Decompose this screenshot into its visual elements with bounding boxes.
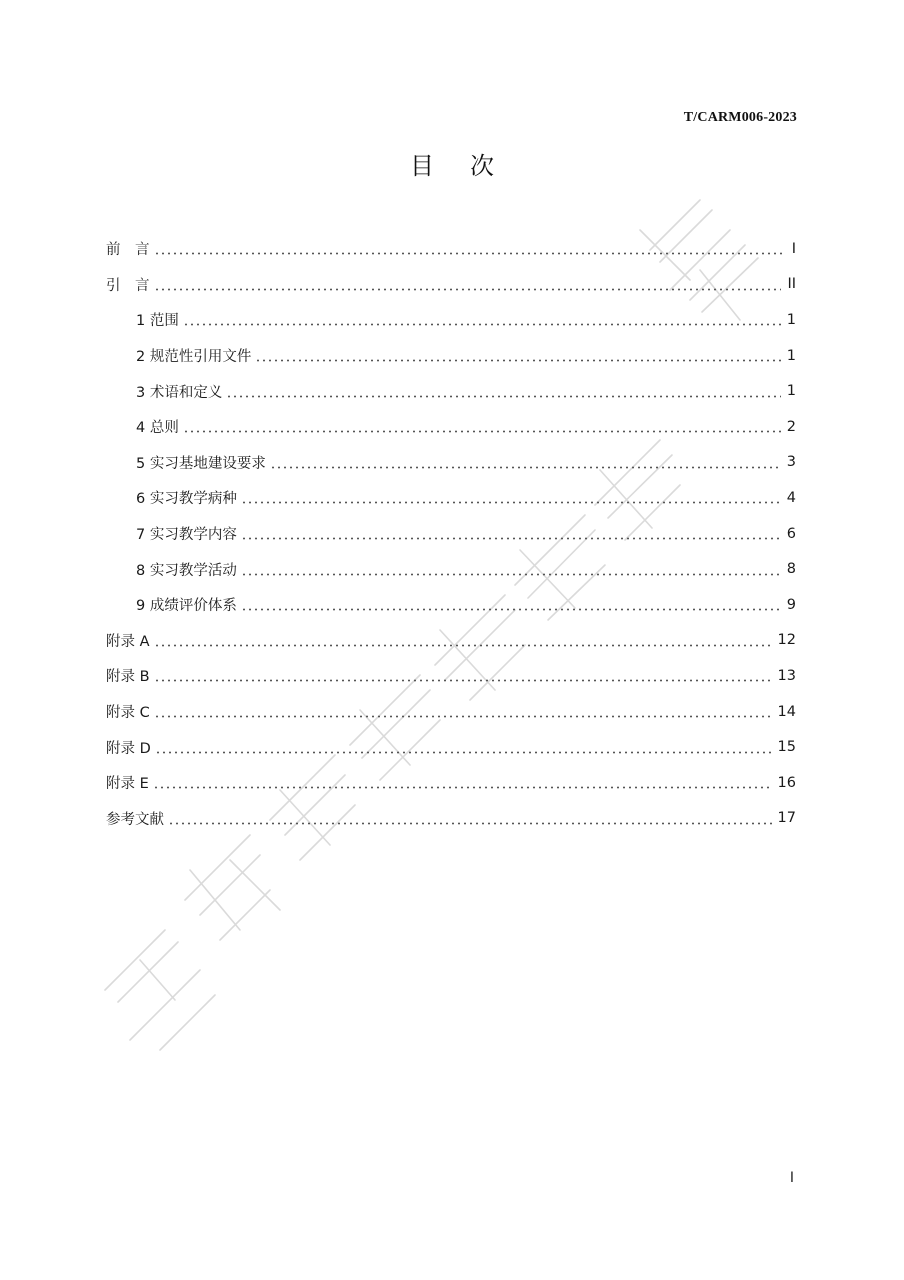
toc-page-number: 3 xyxy=(786,454,796,471)
toc-page-number: 1 xyxy=(786,383,796,400)
toc-entry-scope[interactable] xyxy=(106,302,796,338)
toc-page-number: 6 xyxy=(786,525,796,542)
toc-label: 8 实习教学活动 xyxy=(136,562,237,579)
toc-label: 5 实习基地建设要求 xyxy=(136,455,266,472)
toc-label: 引 言 xyxy=(106,277,150,294)
toc-page-number: 14 xyxy=(777,703,796,720)
toc-label: 附录 D xyxy=(106,740,151,757)
toc-entry-normative-references[interactable] xyxy=(106,338,796,374)
dot-leader xyxy=(270,466,781,469)
toc-entry-appendix-d[interactable] xyxy=(106,729,796,765)
toc-entry-foreword[interactable] xyxy=(106,231,796,267)
toc-page-number: 16 xyxy=(777,774,796,791)
toc-label: 参考文献 xyxy=(106,811,164,828)
toc-entry-evaluation-system[interactable] xyxy=(106,587,796,623)
toc-page-number: 1 xyxy=(786,347,796,364)
toc-entry-terms-definitions[interactable] xyxy=(106,373,796,409)
toc-page-number: 9 xyxy=(786,596,796,613)
dot-leader xyxy=(155,751,772,754)
toc-entry-general[interactable] xyxy=(106,409,796,445)
dot-leader xyxy=(168,822,772,825)
toc-entry-appendix-c[interactable] xyxy=(106,694,796,730)
toc-label: 附录 C xyxy=(106,705,150,722)
dot-leader xyxy=(241,501,781,504)
toc-page-number: 1 xyxy=(786,311,796,328)
toc-entry-appendix-e[interactable] xyxy=(106,765,796,801)
toc-page-number: 17 xyxy=(777,810,796,827)
toc-label: 6 实习教学病种 xyxy=(136,491,237,508)
toc-label: 9 成绩评价体系 xyxy=(136,598,237,615)
dot-leader xyxy=(154,288,782,291)
toc-page-number: I xyxy=(791,240,796,257)
toc-entry-introduction[interactable] xyxy=(106,267,796,303)
toc-entry-appendix-b[interactable] xyxy=(106,658,796,694)
toc-label: 附录 B xyxy=(106,669,150,686)
dot-leader xyxy=(153,786,772,789)
toc-entry-appendix-a[interactable] xyxy=(106,623,796,659)
toc-page-number: II xyxy=(787,276,796,293)
toc-entry-bibliography[interactable] xyxy=(106,801,796,837)
dot-leader xyxy=(154,644,772,647)
toc-label: 1 范围 xyxy=(136,313,179,330)
dot-leader xyxy=(241,573,781,576)
title-char-1: 目 xyxy=(410,152,434,180)
dot-leader xyxy=(255,359,780,362)
dot-leader xyxy=(154,715,772,718)
dot-leader xyxy=(241,537,781,540)
page-title xyxy=(0,146,904,181)
toc-label: 7 实习教学内容 xyxy=(136,527,237,544)
toc-label: 附录 A xyxy=(106,633,150,650)
table-of-contents xyxy=(106,231,796,836)
toc-entry-base-construction[interactable] xyxy=(106,445,796,481)
toc-page-number: 13 xyxy=(777,667,796,684)
toc-page-number: 15 xyxy=(777,739,796,756)
toc-entry-teaching-diseases[interactable] xyxy=(106,480,796,516)
toc-label: 2 规范性引用文件 xyxy=(136,349,252,366)
toc-entry-teaching-activities[interactable] xyxy=(106,551,796,587)
toc-label: 4 总则 xyxy=(136,420,179,437)
dot-leader xyxy=(154,679,772,682)
toc-page-number: 8 xyxy=(786,561,796,578)
toc-page-number: 2 xyxy=(786,418,796,435)
toc-page-number: 4 xyxy=(786,489,796,506)
toc-label: 前 言 xyxy=(106,242,150,259)
title-char-2: 次 xyxy=(470,152,494,180)
toc-page-number: 12 xyxy=(777,632,796,649)
document-code: T/CARM006-2023 xyxy=(683,110,797,125)
toc-entry-teaching-content[interactable] xyxy=(106,516,796,552)
dot-leader xyxy=(241,608,781,611)
dot-leader xyxy=(183,430,781,433)
toc-label: 3 术语和定义 xyxy=(136,384,223,401)
dot-leader xyxy=(226,395,780,398)
toc-label: 附录 E xyxy=(106,776,149,793)
page-number: I xyxy=(789,1170,794,1186)
dot-leader xyxy=(183,323,781,326)
dot-leader xyxy=(154,252,783,255)
